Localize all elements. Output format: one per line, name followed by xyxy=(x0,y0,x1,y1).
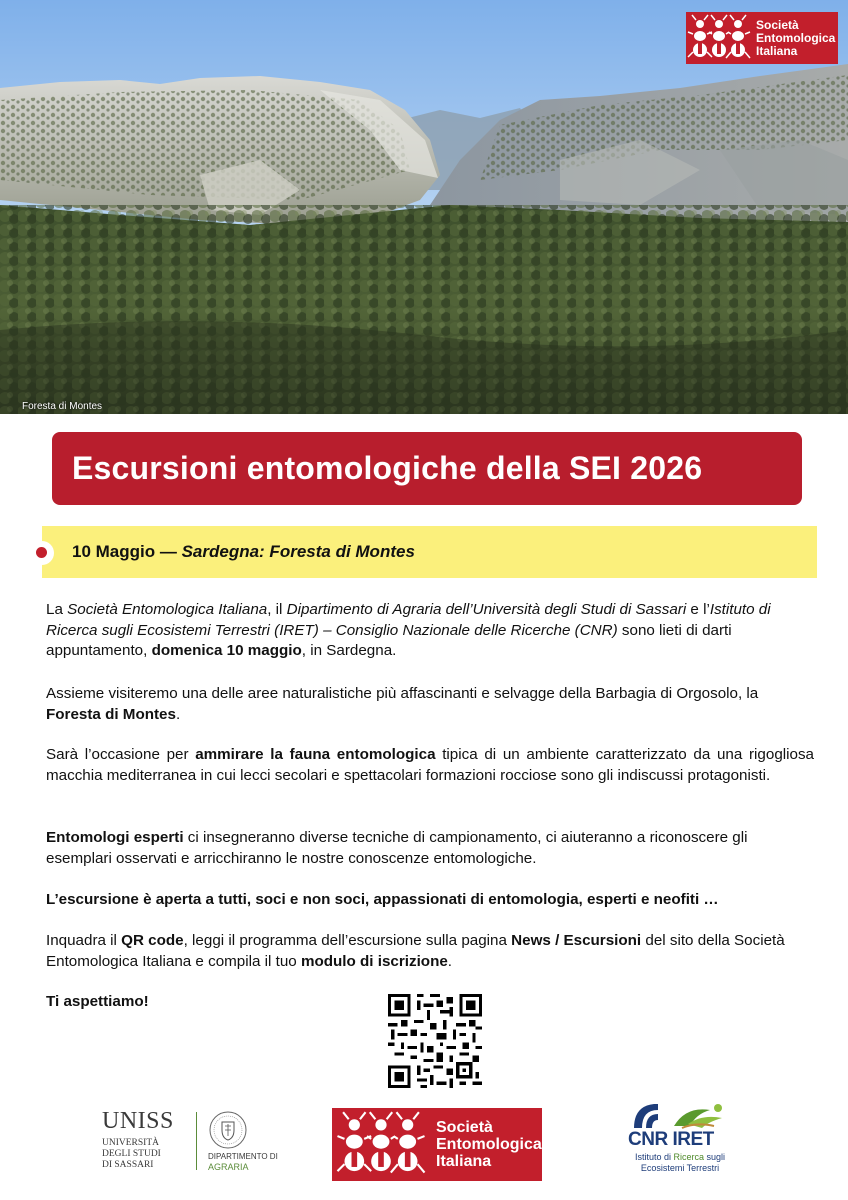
logo-line: Società xyxy=(756,17,799,32)
event-date: 10 Maggio — xyxy=(72,542,182,561)
uniss-department xyxy=(208,1152,278,1172)
text-span: , leggi il programma dell’escursione sulla pagina xyxy=(183,932,512,949)
bullet-dot-icon xyxy=(36,547,47,558)
uniss-logo xyxy=(102,1108,282,1178)
insect-logo-icon xyxy=(332,1108,430,1181)
paragraph-fauna xyxy=(46,745,814,786)
uniss-sub-line: DI SASSARI xyxy=(102,1160,154,1170)
cnr-iret-mark-icon xyxy=(630,1100,730,1130)
paragraph-open xyxy=(46,890,814,911)
uniss-name: UNISS xyxy=(102,1108,174,1134)
uniss-subtitle xyxy=(102,1138,161,1171)
cnr-iret-logo xyxy=(628,1100,732,1184)
text-bold: News / Escursioni xyxy=(511,932,642,949)
text-span: . xyxy=(447,952,453,970)
dept-name: AGRARIA xyxy=(208,1162,249,1172)
university-seal-icon xyxy=(208,1110,248,1150)
sei-logo xyxy=(686,12,838,64)
text-span: Inquadra il xyxy=(46,932,122,949)
logo-line: Società xyxy=(436,1119,493,1136)
qr-code-icon[interactable] xyxy=(388,994,482,1088)
event-place: Sardegna: Foresta di Montes xyxy=(181,542,415,561)
text-span: Assieme visiteremo una delle aree naturalistiche più affascinanti e selvagge della Barbagia di Orgosolo, la xyxy=(46,685,759,702)
cnr-sub-span: Istituto di xyxy=(634,1152,674,1162)
text-span: Sarà l’occasione per xyxy=(46,746,196,763)
insect-logo-icon xyxy=(686,12,752,64)
dept-line: DIPARTIMENTO DI xyxy=(208,1152,278,1161)
text-bold: modulo di iscrizione xyxy=(300,952,448,970)
page-title: Escursioni entomologiche della SEI 2026 xyxy=(72,450,703,486)
uniss-sub-line: DEGLI STUDI xyxy=(102,1149,161,1159)
text-span: , in Sardegna. xyxy=(301,642,397,659)
event-date-line xyxy=(72,542,415,562)
text-italic: Società Entomologica Italiana xyxy=(67,601,268,618)
cnr-sub-span: sugli xyxy=(704,1152,726,1162)
sei-logo-text xyxy=(430,1119,542,1170)
text-italic: Dipartimento di Agraria dell’Università degli Studi di Sassari xyxy=(286,601,687,618)
cnr-iret-subtitle xyxy=(628,1152,732,1174)
text-bold: Entomologi esperti xyxy=(46,829,184,846)
logo-line: Entomologica xyxy=(756,30,836,45)
paragraph-qr-instructions xyxy=(46,931,814,972)
photo-caption: Foresta di Montes xyxy=(22,401,103,412)
text-span: . xyxy=(175,705,181,723)
text-span: ci insegneranno diverse tecniche di campionamento, ci aiuteranno a riconoscere gli esemplari osservati e arricchiranno le nostre conoscenze entomologiche. xyxy=(46,829,748,867)
logo-line: Entomologica xyxy=(436,1136,542,1153)
sei-logo-footer xyxy=(332,1108,542,1181)
cnr-sub-line: Ecosistemi Terrestri xyxy=(640,1163,720,1173)
logo-line: Italiana xyxy=(756,43,798,58)
text-span: del sito della Società Entomologica Italiana e compila il tuo xyxy=(46,932,785,970)
paragraph-experts xyxy=(46,828,814,869)
text-span: tipica di un ambiente caratterizzato da una rigogliosa macchia mediterranea in cui lecci secolari e spettacolari formazioni rocciose sono gli indiscussi protagonisti. xyxy=(46,746,814,784)
text-span: e l’ xyxy=(686,601,710,618)
sei-logo-text xyxy=(752,19,835,58)
logo-line: Italiana xyxy=(436,1153,492,1170)
paragraph-intro xyxy=(46,600,814,662)
uniss-sub-line: UNIVERSITÀ xyxy=(102,1138,159,1148)
text-span: La xyxy=(46,601,68,618)
text-bold: domenica 10 maggio xyxy=(151,642,302,659)
cnr-sub-span: Ricerca xyxy=(673,1152,705,1162)
text-italic: Istituto di Ricerca sugli Ecosistemi Terrestri (IRET) – Consiglio Nazionale delle Ricerche (CNR) xyxy=(46,601,771,639)
title-banner xyxy=(52,432,802,505)
text-span: , il xyxy=(267,601,287,618)
text-bold: Ti aspettiamo! xyxy=(46,993,149,1010)
text-bold: QR code xyxy=(121,932,184,949)
text-bold: Foresta di Montes xyxy=(46,705,176,723)
text-bold: ammirare la fauna entomologica xyxy=(195,746,436,763)
text-bold: L’escursione è aperta a tutti, soci e non soci, appassionati di entomologia, esperti e neofiti … xyxy=(46,891,719,908)
text-span: sono lieti di darti appuntamento, xyxy=(46,621,732,659)
paragraph-visit xyxy=(46,684,814,725)
uniss-divider xyxy=(196,1112,197,1170)
cnr-iret-name: CNR IRET xyxy=(628,1129,714,1150)
